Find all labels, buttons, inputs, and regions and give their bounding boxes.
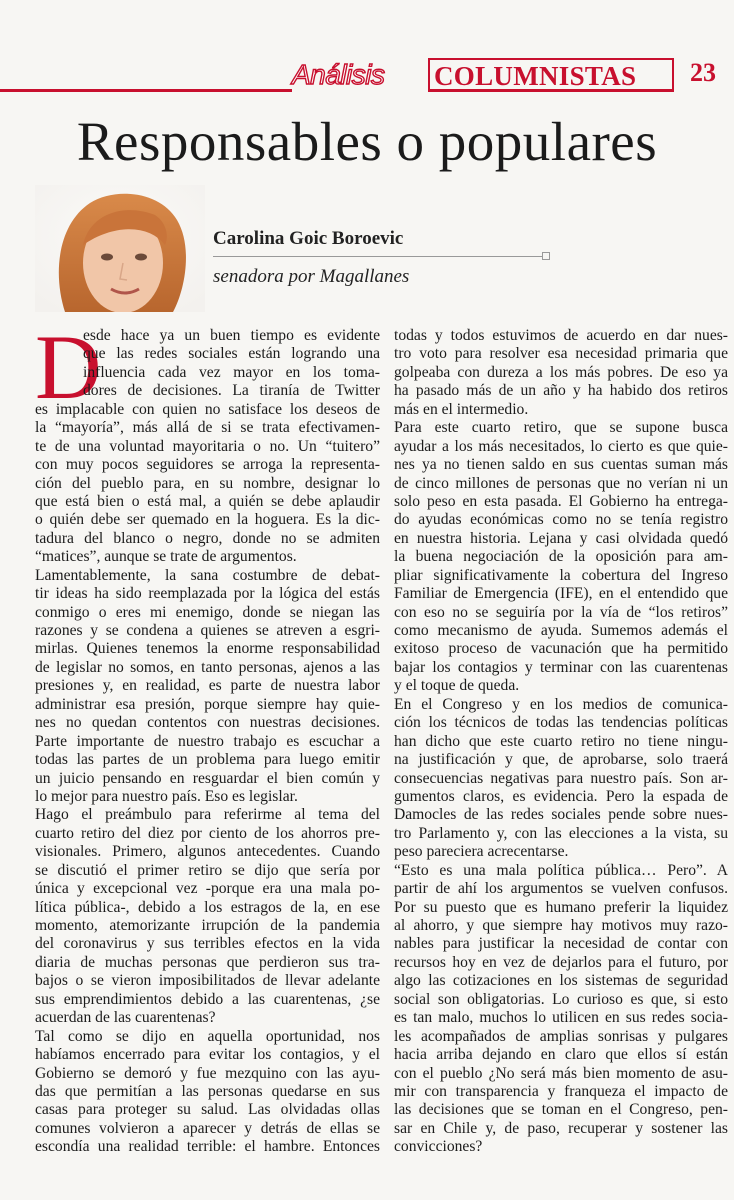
author-role: senadora por Magallanes [213,266,410,287]
article-line: esde hace ya un buen tiempo es evidente [83,327,380,344]
article-line: Gobierno se demoró y fue mezquino con las ayu- [35,1064,380,1082]
article-line: Por su puesto que es humano preferir la liquidez [394,898,728,916]
article-line: pliar significativamente la cobertura del Ingreso [394,566,728,584]
article-line: la buena negociación de la oposición para am- [394,548,728,566]
article-line: que las redes sociales están logrando una [83,345,380,363]
article-line: sus emprendimientos debido a las cuarentenas, ¿se [35,990,380,1008]
article-line: o quién debe ser quemado en la hoguera. Es la dic- [35,511,380,529]
article-line: Hago el preámbulo para referirme al tema del [35,806,380,824]
article-line: lítica pública-, debido a los estragos de la, en ese [35,898,380,916]
article-line: “Esto es una mala política pública… Pero”. A [394,861,728,879]
article-line: todas y todos estuvimos de acuerdo en dar nues- [394,327,728,344]
article-line: hacia arriba dejando en claro que ellos sí están [394,1046,728,1064]
article-line: diaria de muchas personas que perdieron sus tra- [35,953,380,971]
section-name: Análisis [292,59,385,90]
article-line: gumentos claros, es evidencia. Pero la espada de [394,787,728,805]
article-line: lo mejor para nuestro país. Eso es legislar. [35,787,298,805]
article-line: convicciones? [394,1138,483,1156]
section-label: COLUMNISTAS [434,61,637,91]
article-line: comunes volvieron a aparecer y detrás de ellas se [35,1119,380,1137]
article-line: Para este cuarto retiro, que se supone busca [394,419,728,437]
article-line: Lamentablemente, la sana costumbre de debat- [35,566,380,584]
article-line: razones y se condena a quienes se atreven a esgri- [35,622,380,639]
article-line: visionales. Primero, algunos antecedentes. Cuando [35,843,380,861]
article-column-1 [35,316,380,1157]
article-line: les acompañados de amplias sonrisas y pulgares [394,1027,728,1045]
author-photo [35,185,205,312]
article-line: tir ideas ha sido reemplazada por la lógica del estás [35,585,380,603]
article-line: escondía una realidad terrible: el hambre. Entonces [35,1138,380,1156]
article-line: las decisiones que se toman en el Congreso, pen- [394,1101,728,1119]
article-line: Damocles de las redes sociales pende sobre nues- [394,806,728,824]
article-line: administrar esa presión, porque siempre hay quie- [35,695,380,713]
article-line: de cinco millones de personas que no verían ni un [394,474,728,492]
article-line: “matices”, aunque se trate de argumentos. [35,548,297,566]
article-line: en nuestra historia. Lejana y casi olvidada quedó [394,529,728,547]
article-line: acuerdan de las cuarentenas? [35,1009,216,1027]
article-line: ayudar a los más necesitados, lo cierto es que quie- [394,437,728,455]
article-line: más en el intermedio. [394,400,529,418]
article-line: te de una voluntad mayoritaria o no. Un “tuitero” [35,437,380,455]
article-line: bajar los contagios y terminar con las cuarentenas [394,658,728,676]
article-line: han dicho que este cuarto retiro no tiene ningu- [394,732,728,750]
article-line: Tal como se dijo en aquella oportunidad, nos [35,1027,380,1045]
article-line: es tan malo, muchos lo utilicen en sus redes socia- [394,1009,728,1027]
article-line: algo las cotizaciones en los sistemas de seguridad [394,972,728,990]
article-line: recursos hoy en vez de dejarlos para el futuro, por [394,953,728,971]
article-line: Familiar de Emergencia (IFE), en el entendido que [394,585,728,603]
article-line: casas para proteger su salud. Las olvidadas ollas [35,1101,380,1119]
article-line: nes no quedan contentos con nuestras decisiones. [35,714,380,732]
article-line: ción los técnicos de todas las tendencias políticas [394,714,728,732]
author-divider [213,256,543,257]
header-rule [0,89,292,92]
article-line: cuarto retiro del diez por ciento de los ahorros pre- [35,824,380,842]
article-line: única y excepcional vez -porque era una mala po- [35,880,380,898]
article-line: Parte importante de nuestro trabajo es escuchar a [35,732,380,750]
article-line: tro Parlamento y, con las elecciones a la vista, su [394,824,728,842]
article-line: tadura del blanco o negro, donde no se admiten [35,529,380,547]
article-line: de legislar no somos, en tanto personas, ajenos a las [35,658,380,676]
article-line: todas las partes de un problema para luego emitir [35,751,380,769]
article-line: golpeaba con dureza a los más pobres. De eso ya [394,363,728,381]
drop-cap: D [35,316,102,418]
article-line: consecuencias negativas para nuestro país. Son ar- [394,769,728,787]
page-number: 23 [690,58,716,87]
article-line: tro voto para resolver esa necesidad primaria que [394,345,728,363]
article-line: es implacable con quien no satisface los deseos de [35,400,380,418]
article-line: momento, atemorizante irrupción de la pandemia [35,917,380,934]
article-line: ha pasado más de un año y ha habido dos retiros [394,382,728,400]
article-line: habíamos encerrado para evitar los contagios, y el [35,1046,380,1064]
article-line: con el pueblo ¿No será más bien momento de asu- [394,1064,728,1082]
article-line: do ayudas económicas como no se tenía registro [394,511,728,529]
article-line: mir con transparencia y franqueza el impacto de [394,1082,728,1100]
article-line: peso pareciera acrecentarse. [394,843,569,861]
article-line: presiones y, en realidad, es parte de nuestra labor [35,677,380,695]
article-line: con eso no se seguiría por la vía de “los retiros” [394,603,728,621]
article-line: conmigo o eres mi enemigo, donde se niegan las [35,603,380,621]
article-line: se discutió el primer retiro se dijo que sería por [35,861,380,879]
article-line: con muy pocos seguidores se arroga la representa- [35,456,380,474]
author-name: Carolina Goic Boroevic [213,228,404,249]
article-line: como mecanismo de ayuda. Sumemos además el [394,622,728,639]
author-divider-cap [542,252,550,260]
author-portrait-image [35,185,205,312]
article-line: sar en Chile y, de paso, recuperar y sostener las [394,1119,728,1137]
article-line: bajos o se vieron imposibilitados de llevar adelante [35,972,380,990]
article-line: En el Congreso y en los medios de comunica- [394,695,728,713]
article-line: al ahorro, y que siempre hay motivos muy razo- [394,917,728,934]
article-line: solo peso en esta pasada. El Gobierno ha entrega- [394,492,728,510]
article-line: un juicio pensando en resguardar el bien común y [35,769,380,787]
article-line: dores de decisiones. La tiranía de Twitter [83,382,380,400]
article-line: influencia cada vez mayor en los toma- [83,363,380,381]
article-line: nables para justificar la necesidad de contar con [394,935,728,953]
article-line: del coronavirus y sus terribles efectos en la vida [35,935,380,953]
article-line: la “mayoría”, más allá de si se trata efectivamen- [35,419,380,437]
article-line: ción del pueblo para, en su nombre, designar lo [35,474,380,492]
article-line: exitoso proceso de vacunación que ha permitido [394,640,728,658]
article-line: social son obligatorias. Lo curioso es que, si esto [394,990,728,1008]
article-column-2 [394,327,728,1157]
article-title: Responsables o populares [76,111,658,172]
article-line: y el toque de queda. [394,677,520,695]
article-line: que está bien o está mal, a quién se debe aplaudir [35,492,380,510]
article-line: das que permitían a las personas quedarse en sus [35,1082,380,1100]
article-line: partir de ahí los argumentos se vuelven confusos. [394,880,728,898]
section-header [0,58,734,94]
article-line: nes ya no tienen saldo en sus cuentas suman más [394,456,728,474]
article-line: mirlas. Quienes tenemos la enorme responsabilidad [35,640,380,658]
article-line: na justificación y que, de aprobarse, solo traerá [394,751,728,769]
